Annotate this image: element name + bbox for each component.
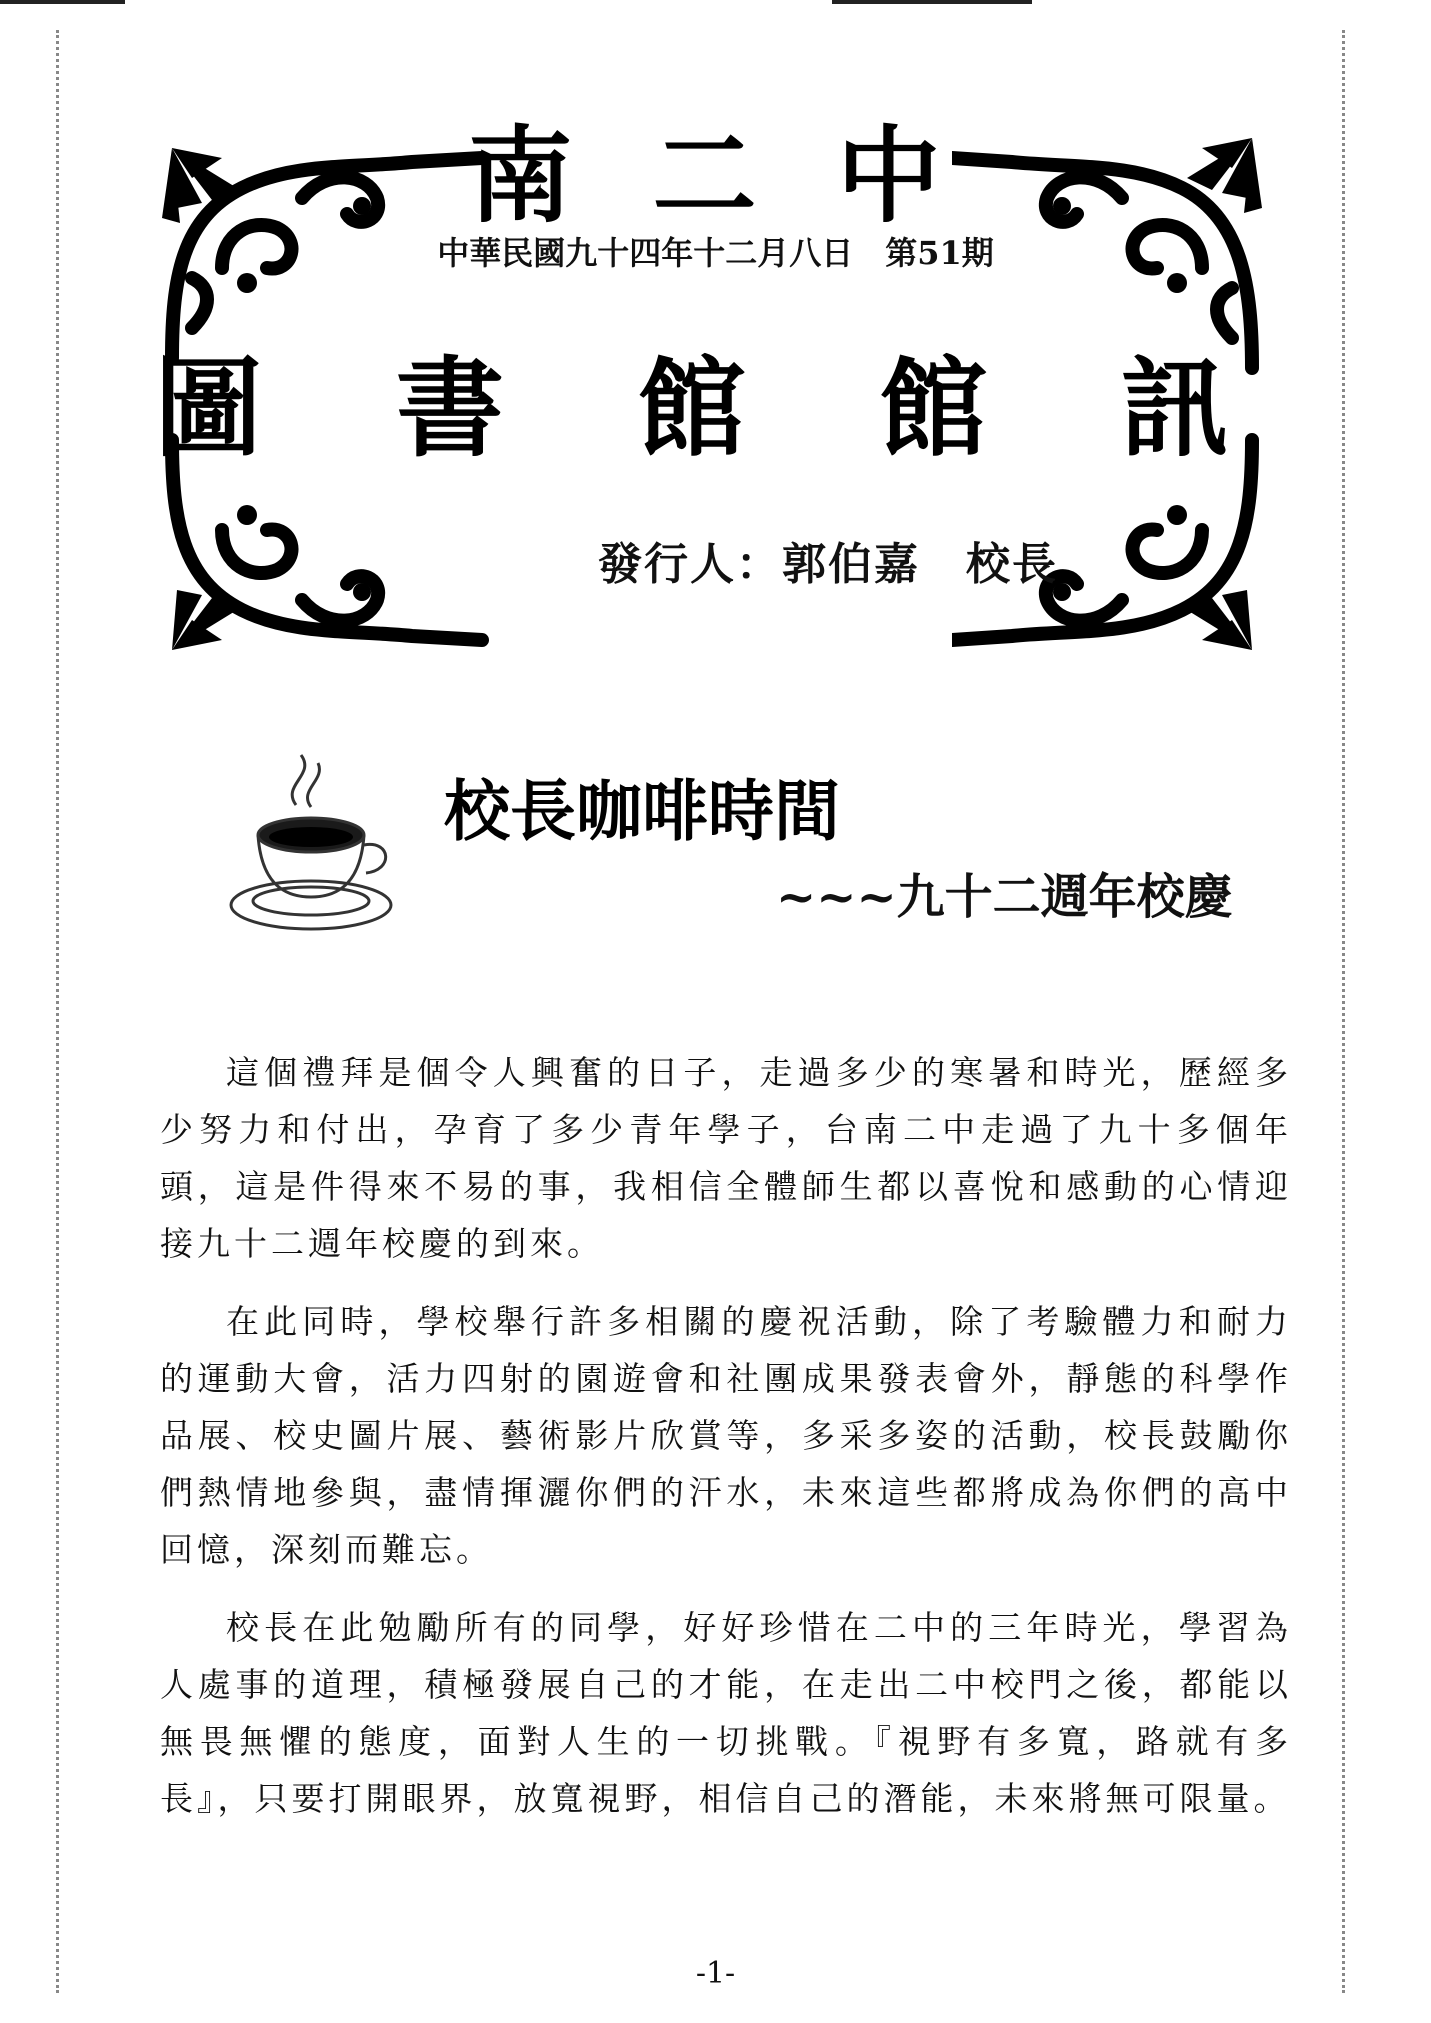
newsletter-title: 圖 書 館 館 訊 [154, 346, 1277, 472]
article-subtitle: ~~~九十二週年校慶 [776, 869, 1233, 925]
scan-mark-right [832, 0, 1032, 4]
issue-date-line: 中華民國九十四年十二月八日 第51期 [437, 234, 994, 272]
article-paragraph: 在此同時，學校舉行許多相關的慶祝活動，除了考驗體力和耐力的運動大會，活力四射的園遊會和社團成果發表會外，靜態的科學作品展、校史圖片展、藝術影片欣賞等，多采多姿的活動，校長鼓勵你們熱情地參與，盡情揮灑你們的汗水，未來這些都將成為你們的高中回憶，深刻而難忘。 [160, 1302, 1292, 1569]
scan-mark-left [0, 0, 125, 4]
page-number: -1- [695, 1956, 736, 1991]
article-paragraph: 校長在此勉勵所有的同學，好好珍惜在二中的三年時光，學習為人處事的道理，積極發展自己的才能，在走出二中校門之後，都能以無畏無懼的態度，面對人生的一切挑戰。『視野有多寬，路就有多長』，只要打開眼界，放寬視野，相信自己的潛能，未來將無可限量。 [160, 1608, 1292, 1818]
article-heading: 校長咖啡時間 [444, 772, 840, 850]
article-paragraph: 這個禮拜是個令人興奮的日子，走過多少的寒暑和時光，歷經多少努力和付出，孕育了多少青年學子，台南二中走過了九十多個年頭，這是件得來不易的事，我相信全體師生都以喜悅和感動的心情迎接九十二週年校慶的到來。 [160, 1053, 1292, 1263]
coffee-cup-icon [226, 745, 396, 935]
newsletter-school-title: 南 二 中 [468, 114, 963, 237]
article-body [160, 1044, 1292, 1848]
publisher-line: 發行人：郭伯嘉 校長 [598, 539, 1058, 590]
